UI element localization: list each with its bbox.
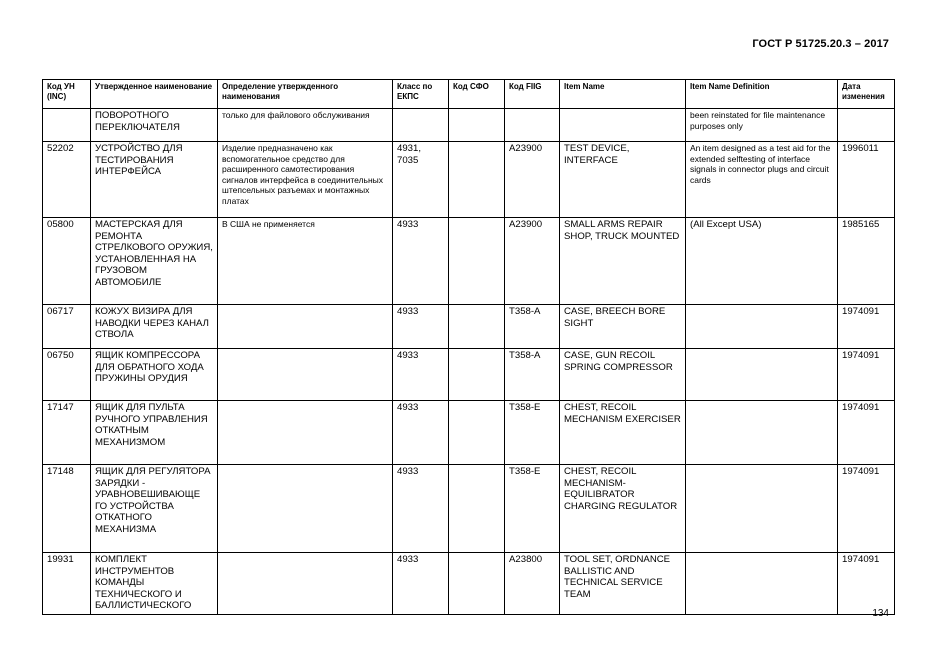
cell-fiig: T358-E xyxy=(505,465,560,553)
cell-sfo xyxy=(449,553,505,615)
cell-date: 1996011 xyxy=(838,142,895,218)
cell-inc: 19931 xyxy=(43,553,91,615)
cell-item-definition xyxy=(686,305,838,349)
cell-inc: 52202 xyxy=(43,142,91,218)
table-row xyxy=(43,349,895,401)
cell-class: 4933 xyxy=(393,401,449,465)
cell-item-name: TOOL SET, ORDNANCE BALLISTIC AND TECHNICAL SERVICE TEAM xyxy=(560,553,686,615)
column-header-sfo: Код СФО xyxy=(449,80,505,109)
cell-class: 4933 xyxy=(393,218,449,305)
cell-item-name: CASE, GUN RECOIL SPRING COMPRESSOR xyxy=(560,349,686,401)
cell-item-definition xyxy=(686,465,838,553)
column-header-item-name: Item Name xyxy=(560,80,686,109)
cell-sfo xyxy=(449,349,505,401)
cell-fiig: T358-E xyxy=(505,401,560,465)
cell-name-ru: ЯЩИК ДЛЯ РЕГУЛЯТОРА ЗАРЯДКИ - УРАВНОВЕШИВАЮЩЕ ГО УСТРОЙСТВА ОТКАТНОГО МЕХАНИЗМА xyxy=(91,465,218,553)
cell-fiig: A23800 xyxy=(505,553,560,615)
cell-date: 1974091 xyxy=(838,465,895,553)
cell-fiig: T358-A xyxy=(505,305,560,349)
cell-inc: 17148 xyxy=(43,465,91,553)
cell-inc: 06717 xyxy=(43,305,91,349)
cell-name-ru: УСТРОЙСТВО ДЛЯ ТЕСТИРОВАНИЯ ИНТЕРФЕЙСА xyxy=(91,142,218,218)
table-row xyxy=(43,142,895,218)
cell-name-ru: МАСТЕРСКАЯ ДЛЯ РЕМОНТА СТРЕЛКОВОГО ОРУЖИЯ, УСТАНОВЛЕННАЯ НА ГРУЗОВОМ АВТОМОБИЛЕ xyxy=(91,218,218,305)
cell-sfo xyxy=(449,465,505,553)
cell-name-ru: ЯЩИК ДЛЯ ПУЛЬТА РУЧНОГО УПРАВЛЕНИЯ ОТКАТНЫМ МЕХАНИЗМОМ xyxy=(91,401,218,465)
cell-sfo xyxy=(449,109,505,142)
cell-class: 4933 xyxy=(393,465,449,553)
cell-class: 4933 xyxy=(393,305,449,349)
table-row xyxy=(43,401,895,465)
cell-fiig: T358-A xyxy=(505,349,560,401)
cell-definition-ru xyxy=(218,553,393,615)
column-header-date: Дата изменения xyxy=(838,80,895,109)
cell-definition-ru xyxy=(218,401,393,465)
cell-name-ru: КОЖУХ ВИЗИРА ДЛЯ НАВОДКИ ЧЕРЕЗ КАНАЛ СТВОЛА xyxy=(91,305,218,349)
cell-sfo xyxy=(449,218,505,305)
cell-sfo xyxy=(449,305,505,349)
cell-name-ru: ПОВОРОТНОГО ПЕРЕКЛЮЧАТЕЛЯ xyxy=(91,109,218,142)
cell-item-definition xyxy=(686,401,838,465)
cell-item-definition: An item designed as a test aid for the extended selftesting of interface signals in connector plugs and circuit cards xyxy=(686,142,838,218)
cell-definition-ru xyxy=(218,465,393,553)
table-row xyxy=(43,109,895,142)
cell-inc: 05800 xyxy=(43,218,91,305)
cell-definition-ru: В США не применяется xyxy=(218,218,393,305)
cell-definition-ru: только для файлового обслуживания xyxy=(218,109,393,142)
cell-item-name: SMALL ARMS REPAIR SHOP, TRUCK MOUNTED xyxy=(560,218,686,305)
cell-name-ru: ЯЩИК КОМПРЕССОРА ДЛЯ ОБРАТНОГО ХОДА ПРУЖИНЫ ОРУДИЯ xyxy=(91,349,218,401)
cell-fiig: A23900 xyxy=(505,218,560,305)
header-row xyxy=(43,80,895,109)
table-body xyxy=(43,109,895,615)
cell-definition-ru xyxy=(218,349,393,401)
document-standard-number: ГОСТ Р 51725.20.3 – 2017 xyxy=(752,38,889,50)
cell-inc: 17147 xyxy=(43,401,91,465)
cell-date: 1974091 xyxy=(838,553,895,615)
cell-fiig: A23900 xyxy=(505,142,560,218)
table-row xyxy=(43,305,895,349)
cell-date: 1974091 xyxy=(838,349,895,401)
cell-class: 4933 xyxy=(393,349,449,401)
column-header-name-ru: Утвержденное наименование xyxy=(91,80,218,109)
column-header-inc: Код УН (INC) xyxy=(43,80,91,109)
cell-date: 1974091 xyxy=(838,401,895,465)
cell-item-definition xyxy=(686,553,838,615)
page-number: 134 xyxy=(872,608,889,619)
cell-item-definition: (All Except USA) xyxy=(686,218,838,305)
cell-item-name xyxy=(560,109,686,142)
cell-class: 4931, 7035 xyxy=(393,142,449,218)
cell-class: 4933 xyxy=(393,553,449,615)
cell-definition-ru xyxy=(218,305,393,349)
cell-item-definition: been reinstated for file maintenance purposes only xyxy=(686,109,838,142)
cell-fiig xyxy=(505,109,560,142)
cell-sfo xyxy=(449,142,505,218)
cell-item-name: TEST DEVICE, INTERFACE xyxy=(560,142,686,218)
cell-definition-ru: Изделие предназначено как вспомогательное средство для расширенного самотестирования сигналов интерфейса в соединительных штепсельных разъемах и монтажных платах xyxy=(218,142,393,218)
table-row xyxy=(43,218,895,305)
cell-item-name: CHEST, RECOIL MECHANISM EXERCISER xyxy=(560,401,686,465)
cell-inc: 06750 xyxy=(43,349,91,401)
cell-name-ru: КОМПЛЕКТ ИНСТРУМЕНТОВ КОМАНДЫ ТЕХНИЧЕСКОГО И БАЛЛИСТИЧЕСКОГО xyxy=(91,553,218,615)
cell-item-definition xyxy=(686,349,838,401)
column-header-fiig: Код FIIG xyxy=(505,80,560,109)
cell-item-name: CASE, BREECH BORE SIGHT xyxy=(560,305,686,349)
cell-class xyxy=(393,109,449,142)
cell-sfo xyxy=(449,401,505,465)
column-header-item-definition: Item Name Definition xyxy=(686,80,838,109)
catalog-table xyxy=(42,79,895,615)
column-header-class: Класс по ЕКПС xyxy=(393,80,449,109)
table-header xyxy=(43,80,895,109)
table-row xyxy=(43,553,895,615)
cell-inc xyxy=(43,109,91,142)
cell-date: 1985165 xyxy=(838,218,895,305)
cell-date xyxy=(838,109,895,142)
cell-date: 1974091 xyxy=(838,305,895,349)
column-header-definition-ru: Определение утвержденного наименования xyxy=(218,80,393,109)
cell-item-name: CHEST, RECOIL MECHANISM-EQUILIBRATOR CHARGING REGULATOR xyxy=(560,465,686,553)
table-row xyxy=(43,465,895,553)
